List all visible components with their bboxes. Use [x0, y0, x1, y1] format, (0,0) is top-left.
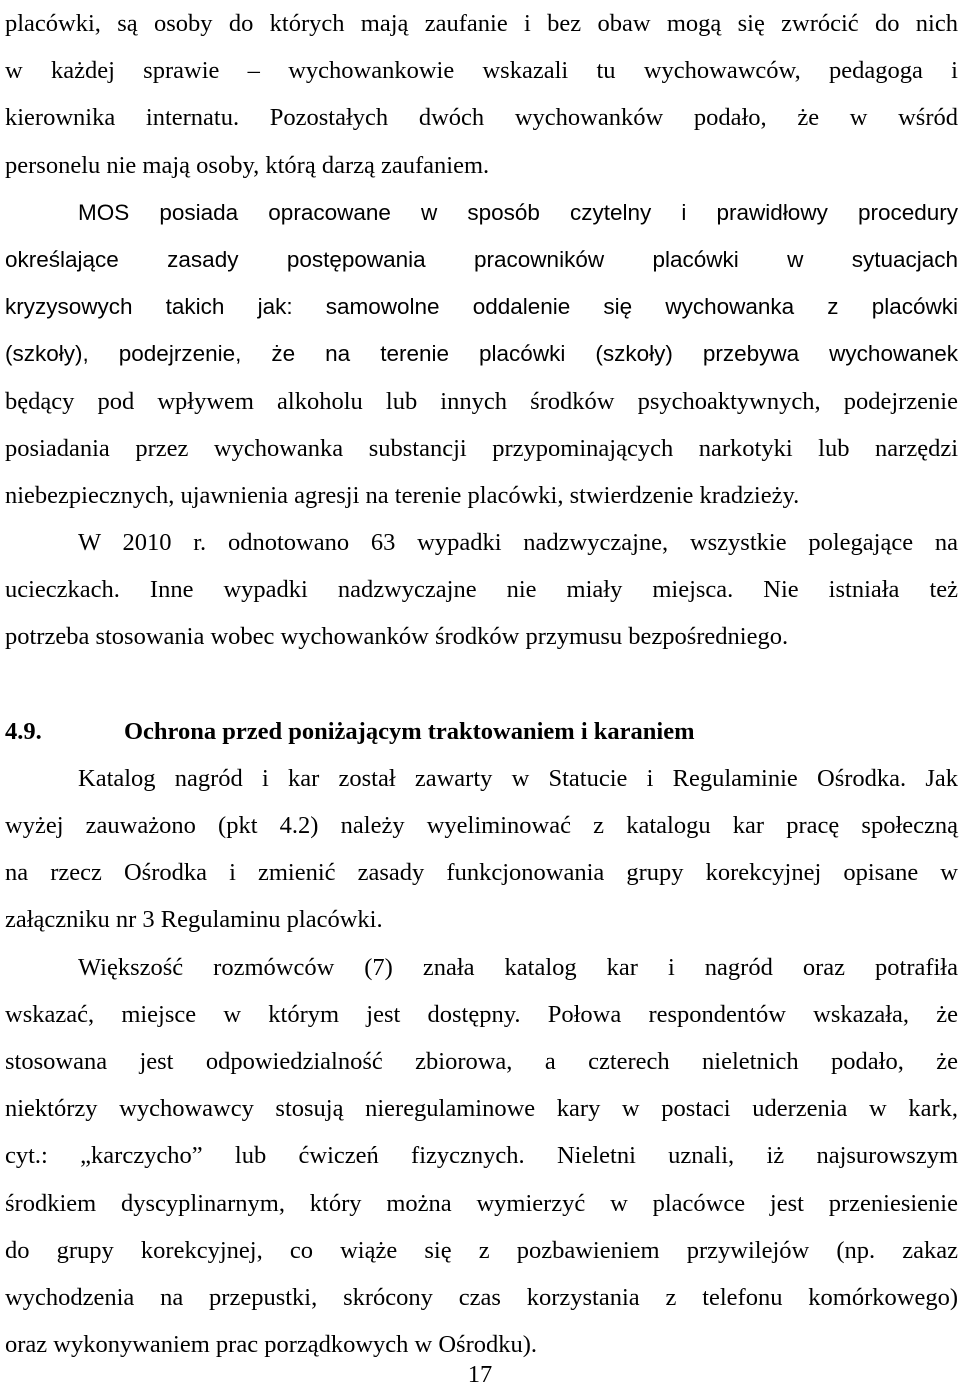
text-line: (szkoły), podejrzenie, że na terenie placówki (szkoły) przebywa wychowanek	[5, 341, 958, 367]
text-line: posiadania przez wychowanka substancji przypominających narkotyki lub narzędzi	[5, 434, 958, 462]
text-line: wyżej zauważono (pkt 4.2) należy wyeliminować z katalogu kar pracę społeczną	[5, 812, 958, 839]
text-line: środkiem dyscyplinarnym, który można wymierzyć w placówce jest przeniesienie	[5, 1189, 958, 1217]
section-heading	[5, 708, 958, 755]
text-line: określające zasady postępowania pracowników placówki w sytuacjach	[5, 246, 958, 272]
text-line: personelu nie mają osoby, którą darzą zaufaniem.	[5, 151, 490, 179]
paragraph-crisis-procedures-continued	[5, 378, 958, 520]
text-line: wskazać, miejsce w którym jest dostępny. Połowa respondentów wskazała, że	[5, 1000, 958, 1028]
text-line: placówki, są osoby do których mają zaufanie i bez obaw mogą się zwrócić do nich	[5, 10, 958, 37]
paragraph-incidents-2010	[5, 519, 958, 661]
text-line: będący pod wpływem alkoholu lub innych środków psychoaktywnych, podejrzenie	[5, 387, 958, 415]
text-line: niektórzy wychowawcy stosują nieregulaminowe kary w postaci uderzenia w kark,	[5, 1095, 958, 1123]
text-line: w każdej sprawie – wychowankowie wskazali tu wychowawców, pedagoga i	[5, 57, 958, 85]
text-line: ucieczkach. Inne wypadki nadzwyczajne nie miały miejsca. Nie istniała też	[5, 576, 958, 604]
text-line: kierownika internatu. Pozostałych dwóch wychowanków podało, że w wśród	[5, 104, 958, 132]
text-line: niebezpiecznych, ujawnienia agresji na terenie placówki, stwierdzenie kradzieży.	[5, 481, 800, 509]
paragraph-crisis-procedures	[5, 189, 958, 378]
paragraph-personnel-trust	[5, 0, 958, 189]
text-line: MOS posiada opracowane w sposób czytelny i prawidłowy procedury	[78, 199, 958, 225]
paragraph-rewards-catalog	[5, 755, 958, 944]
text-line: potrzeba stosowania wobec wychowanków środków przymusu bezpośredniego.	[5, 623, 789, 651]
text-line: na rzecz Ośrodka i zmienić zasady funkcjonowania grupy korekcyjnej opisane w	[5, 859, 958, 887]
text-line: załączniku nr 3 Regulaminu placówki.	[5, 906, 383, 934]
text-line: kryzysowych takich jak: samowolne oddalenie się wychowanka z placówki	[5, 294, 958, 320]
text-line: oraz wykonywaniem prac porządkowych w Ośrodku).	[5, 1331, 538, 1359]
document-page	[5, 0, 958, 1368]
text-line: Większość rozmówców (7) znała katalog kar i nagród oraz potrafiła	[78, 953, 958, 981]
spacer	[5, 661, 958, 708]
section-number: 4.9.	[5, 717, 42, 745]
text-line: W 2010 r. odnotowano 63 wypadki nadzwyczajne, wszystkie polegające na	[78, 529, 958, 557]
text-line: Katalog nagród i kar został zawarty w Statucie i Regulaminie Ośrodka. Jak	[78, 764, 958, 792]
text-line: stosowana jest odpowiedzialność zbiorowa, a czterech nieletnich podało, że	[5, 1047, 958, 1075]
text-line: wychodzenia na przepustki, skrócony czas korzystania z telefonu komórkowego)	[5, 1283, 958, 1311]
page-number: 17	[467, 1361, 493, 1388]
section-title: Ochrona przed poniżającym traktowaniem i karaniem	[124, 717, 695, 745]
text-line: do grupy korekcyjnej, co wiąże się z pozbawieniem przywilejów (np. zakaz	[5, 1236, 958, 1264]
text-line: cyt.: „karczycho” lub ćwiczeń fizycznych. Nieletni uznali, iż najsurowszym	[5, 1142, 958, 1170]
paragraph-respondents	[5, 944, 958, 1369]
